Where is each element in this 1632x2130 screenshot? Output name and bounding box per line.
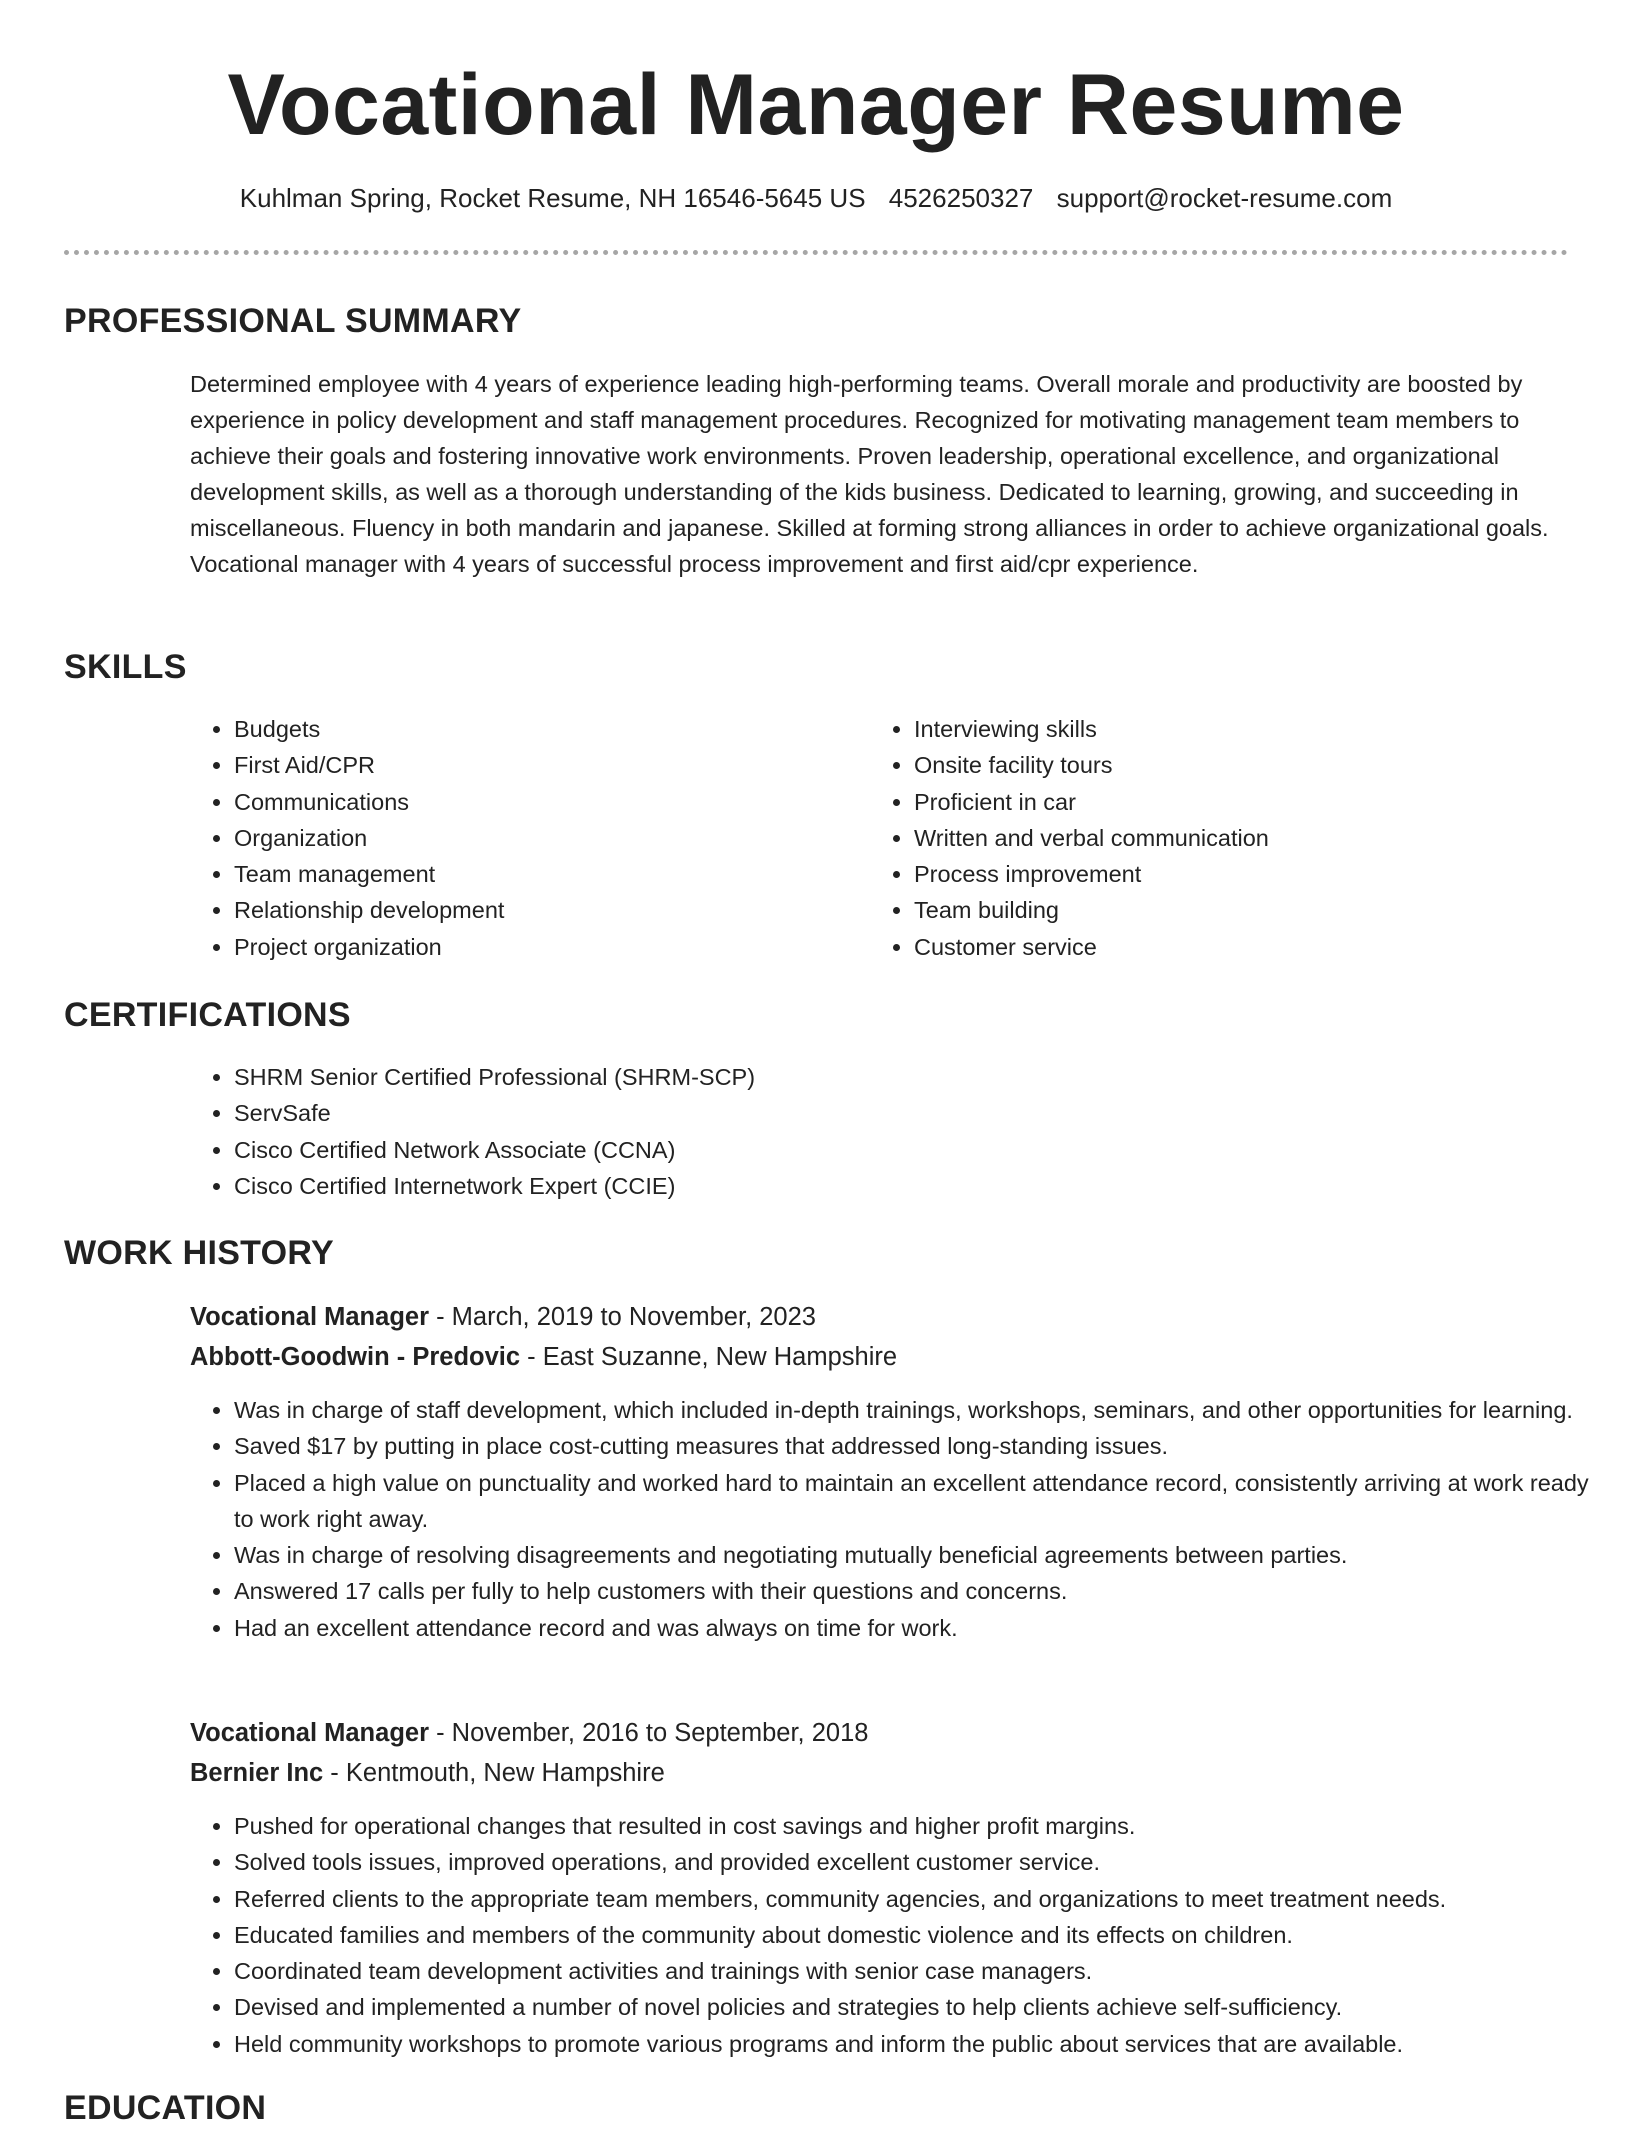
skill-item: • Relationship development bbox=[234, 892, 854, 928]
summary-heading: PROFESSIONAL SUMMARY bbox=[64, 302, 522, 340]
certification-item: • Cisco Certified Internetwork Expert (CCIE) bbox=[234, 1168, 1534, 1204]
job-bullet: • Answered 17 calls per fully to help customers with their questions and concerns. bbox=[234, 1573, 1612, 1609]
certification-item: • SHRM Senior Certified Professional (SHRM-SCP) bbox=[234, 1059, 1534, 1095]
job-title: Vocational Manager bbox=[190, 1303, 430, 1331]
certifications-heading: CERTIFICATIONS bbox=[64, 996, 351, 1034]
job-dates: - March, 2019 to November, 2023 bbox=[429, 1303, 816, 1331]
job-bullet: • Placed a high value on punctuality and worked hard to maintain an excellent attendance record, consistently arriving at work ready to work right away. bbox=[234, 1465, 1612, 1538]
job-bullet: • Solved tools issues, improved operations, and provided excellent customer service. bbox=[234, 1844, 1612, 1880]
job-bullet: • Educated families and members of the community about domestic violence and its effects on children. bbox=[234, 1917, 1612, 1953]
skill-item: • Communications bbox=[234, 784, 854, 820]
page-title: Vocational Manager Resume bbox=[227, 57, 1405, 153]
skill-item: • First Aid/CPR bbox=[234, 747, 854, 783]
job-bullet: • Held community workshops to promote various programs and inform the public about services that are available. bbox=[234, 2026, 1612, 2062]
job-company-line bbox=[190, 1339, 897, 1375]
job-bullets bbox=[190, 1392, 1612, 1646]
job-dates: - November, 2016 to September, 2018 bbox=[429, 1719, 869, 1747]
job-bullets bbox=[190, 1808, 1612, 2062]
skill-item: • Team management bbox=[234, 856, 854, 892]
certification-item: • ServSafe bbox=[234, 1095, 1534, 1131]
summary-text: Determined employee with 4 years of experience leading high-performing teams. Overall morale and productivity are boosted by experience in policy development and staff management procedures. Recognized for motivating management team members to achieve their goals and fostering innovative work environments. Proven leadership, operational excellence, and organizational development skills, as well as a thorough understanding of the kids business. Dedicated to learning, growing, and succeeding in miscellaneous. Fluency in both mandarin and japanese. Skilled at forming strong alliances in order to achieve organizational goals. Vocational manager with 4 years of successful process improvement and first aid/cpr experience. bbox=[190, 371, 1549, 577]
skill-item: • Written and verbal communication bbox=[914, 820, 1534, 856]
contact-email: support@rocket-resume.com bbox=[1056, 183, 1393, 213]
job-bullet: • Devised and implemented a number of novel policies and strategies to help clients achieve self-sufficiency. bbox=[234, 1989, 1612, 2025]
job-bullet: • Saved $17 by putting in place cost-cutting measures that addressed long-standing issues. bbox=[234, 1428, 1612, 1464]
job-location: - East Suzanne, New Hampshire bbox=[520, 1343, 898, 1371]
skill-item: • Process improvement bbox=[914, 856, 1534, 892]
contact-phone: 4526250327 bbox=[888, 183, 1034, 213]
skill-item: • Project organization bbox=[234, 929, 854, 965]
skill-item: • Proficient in car bbox=[914, 784, 1534, 820]
job-company: Bernier Inc bbox=[190, 1759, 324, 1787]
skill-item: • Organization bbox=[234, 820, 854, 856]
certification-item: • Cisco Certified Network Associate (CCNA) bbox=[234, 1132, 1534, 1168]
job-bullet: • Coordinated team development activities and trainings with senior case managers. bbox=[234, 1953, 1612, 1989]
certifications-list bbox=[190, 1059, 1534, 1204]
contact-line bbox=[0, 180, 1632, 216]
header-divider bbox=[64, 250, 1568, 255]
skill-item: • Budgets bbox=[234, 711, 854, 747]
skills-list-left bbox=[190, 711, 854, 965]
job-title-line bbox=[190, 1299, 816, 1335]
job-bullet: • Referred clients to the appropriate team members, community agencies, and organizations to meet treatment needs. bbox=[234, 1881, 1612, 1917]
job-bullet: • Pushed for operational changes that resulted in cost savings and higher profit margins. bbox=[234, 1808, 1612, 1844]
contact-address: Kuhlman Spring, Rocket Resume, NH 16546-5645 US bbox=[239, 183, 866, 213]
skill-item: • Onsite facility tours bbox=[914, 747, 1534, 783]
work-history-heading: WORK HISTORY bbox=[64, 1234, 334, 1272]
job-company-line bbox=[190, 1755, 665, 1791]
skills-list-right bbox=[870, 711, 1534, 965]
education-heading: EDUCATION bbox=[64, 2089, 267, 2127]
job-bullet: • Was in charge of staff development, which included in-depth trainings, workshops, seminars, and other opportunities for learning. bbox=[234, 1392, 1612, 1428]
job-bullet: • Was in charge of resolving disagreements and negotiating mutually beneficial agreements between parties. bbox=[234, 1537, 1612, 1573]
job-title: Vocational Manager bbox=[190, 1719, 430, 1747]
job-company: Abbott-Goodwin - Predovic bbox=[190, 1343, 521, 1371]
job-location: - Kentmouth, New Hampshire bbox=[323, 1759, 665, 1787]
skill-item: • Interviewing skills bbox=[914, 711, 1534, 747]
skill-item: • Customer service bbox=[914, 929, 1534, 965]
job-bullet: • Had an excellent attendance record and was always on time for work. bbox=[234, 1610, 1612, 1646]
skill-item: • Team building bbox=[914, 892, 1534, 928]
skills-heading: SKILLS bbox=[64, 648, 187, 686]
job-title-line bbox=[190, 1715, 868, 1751]
